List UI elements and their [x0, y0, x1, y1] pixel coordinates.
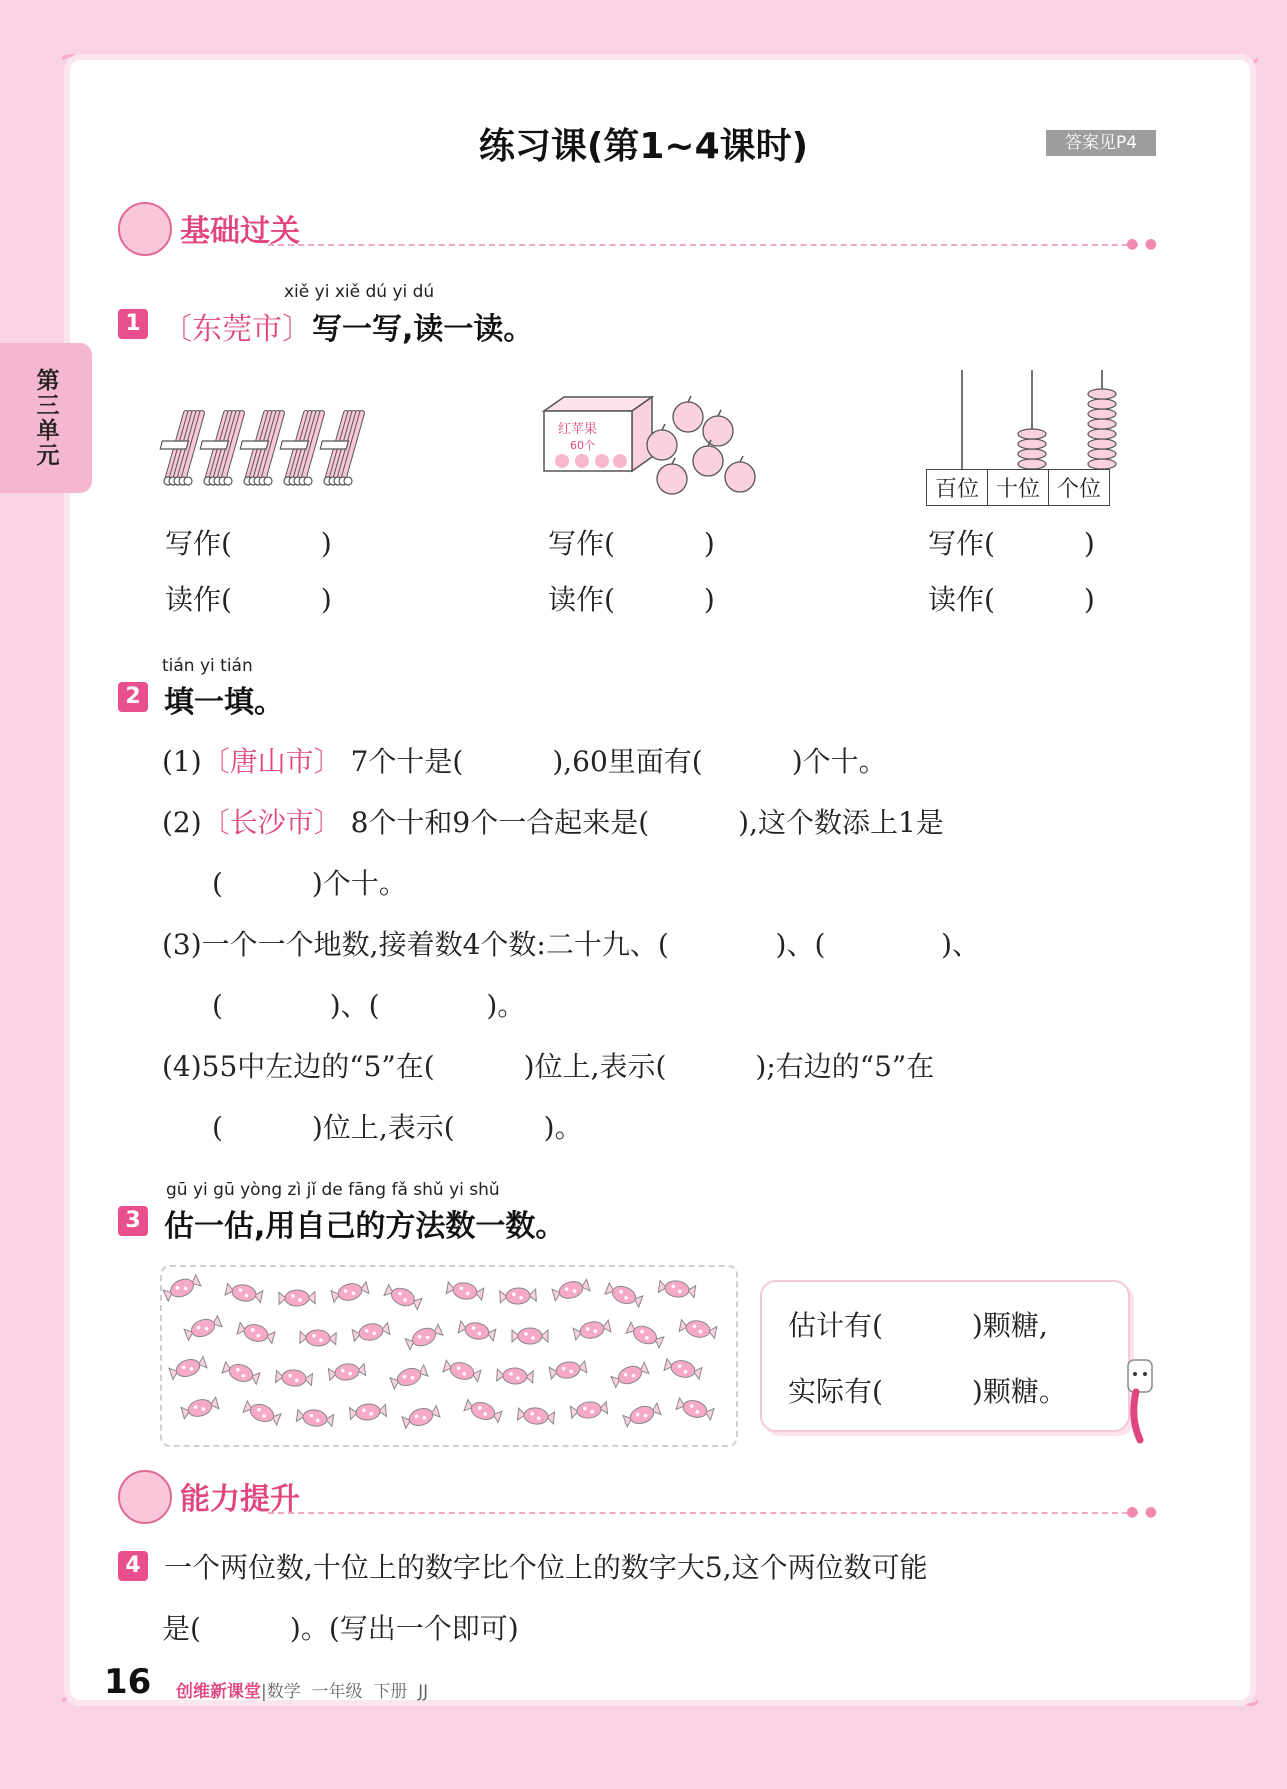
q2-item-region: 〔长沙市〕	[201, 806, 342, 839]
q3-title: 估一估,用自己的方法数一数。	[164, 1209, 566, 1244]
candy-icon	[549, 1359, 587, 1381]
page-title: 练习课(第1~4课时)	[478, 126, 809, 167]
q3-number-badge: 3	[118, 1206, 148, 1236]
candy-icon	[296, 1408, 334, 1429]
section-header-basic	[118, 200, 1158, 256]
candies-illustration	[162, 1267, 736, 1445]
q2-item-2[interactable]	[162, 801, 944, 841]
dots-decoration-icon: ● ●	[1126, 1504, 1158, 1520]
candy-icon	[679, 1318, 717, 1341]
abacus-illustration	[930, 366, 1130, 470]
abacus-bead	[1088, 459, 1116, 469]
q1-region-tag: 〔东莞市〕	[162, 312, 312, 347]
abacus-bead	[1088, 449, 1116, 459]
q2-item-4[interactable]	[162, 1045, 934, 1085]
place-hundreds: 百位	[927, 470, 988, 506]
candy-icon	[551, 1277, 590, 1302]
candy-count-box	[760, 1280, 1130, 1432]
candy-icon	[622, 1401, 661, 1428]
q2-item-3-cont[interactable]	[212, 984, 525, 1024]
stick-bundles-illustration	[158, 405, 378, 490]
q2-item-1[interactable]	[162, 740, 887, 780]
candy-icon	[500, 1287, 537, 1305]
apple-icon	[703, 416, 733, 446]
apple-icon	[647, 430, 677, 460]
candy-icon	[610, 1361, 649, 1390]
abacus-bead	[1088, 389, 1116, 399]
answer-reference-tag: 答案见P4	[1046, 130, 1156, 156]
q1a-write-blank[interactable]: 写作( )	[165, 527, 332, 560]
unit-side-tab: 第三单元	[0, 343, 92, 493]
candy-icon	[446, 1280, 484, 1302]
candy-icon	[458, 1319, 497, 1343]
place-tens: 十位	[988, 470, 1049, 506]
dots-decoration-icon: ● ●	[1126, 236, 1158, 252]
section-label: 能力提升	[180, 1482, 300, 1517]
apple-icon	[657, 464, 687, 494]
q2-pinyin: tián yi tián	[162, 656, 253, 676]
q2-item-prefix: (2)	[162, 806, 202, 839]
candy-icon	[180, 1395, 219, 1420]
toothbrush-mascot-icon	[1118, 1358, 1164, 1444]
q2-item-text: ( )个十。	[212, 867, 407, 900]
candy-icon	[573, 1318, 612, 1342]
candy-icon	[497, 1367, 534, 1385]
footer-book-info	[176, 1677, 428, 1702]
candy-icon	[512, 1328, 548, 1344]
candy-icon	[463, 1398, 502, 1425]
apple-box-illustration	[540, 393, 765, 503]
candy-icon	[389, 1363, 428, 1391]
q1b-write-blank[interactable]: 写作( )	[548, 527, 715, 560]
candy-icon	[604, 1281, 643, 1309]
candy-icon	[168, 1355, 207, 1382]
stick-bundle-icon	[240, 413, 282, 485]
abacus-bead	[1088, 399, 1116, 409]
q2-item-text: 55中左边的“5”在( )位上,表示( );右边的“5”在	[201, 1050, 935, 1083]
candy-icon	[300, 1329, 337, 1346]
abacus-bead	[1018, 429, 1046, 439]
q4-answer-blank[interactable]: 是( )。(写出一个即可)	[162, 1612, 519, 1645]
stick-bundle-icon	[280, 413, 322, 485]
q1c-write-blank[interactable]: 写作( )	[928, 527, 1095, 560]
q1-pinyin: xiě yi xiě dú yi dú	[284, 282, 435, 302]
q2-item-prefix: (4)	[162, 1050, 202, 1083]
mascot-avatar-icon	[118, 1470, 172, 1524]
candy-icon	[279, 1290, 315, 1307]
candy-picture-frame	[160, 1265, 738, 1447]
candy-icon	[401, 1404, 440, 1430]
place-ones: 个位	[1049, 470, 1110, 506]
footer-details: |数学 一年级 下册 JJ	[261, 1682, 429, 1702]
q2-item-prefix: (3)	[162, 928, 202, 961]
candy-icon	[675, 1396, 714, 1422]
abacus-bead	[1018, 459, 1046, 469]
q2-item-prefix: (1)	[162, 745, 202, 778]
dashed-divider	[268, 244, 1138, 246]
stick-bundle-icon	[160, 413, 202, 485]
estimate-blank[interactable]: 估计有( )颗糖,	[788, 1309, 1048, 1342]
apple-icon	[725, 462, 755, 492]
q2-item-4-cont[interactable]	[212, 1106, 583, 1146]
candy-icon	[237, 1321, 276, 1346]
candy-icon	[517, 1406, 554, 1426]
q2-item-3[interactable]	[162, 923, 980, 963]
page-number: 16	[104, 1662, 152, 1702]
mascot-avatar-icon	[118, 202, 172, 256]
apple-box-icon	[544, 397, 652, 471]
dashed-divider	[268, 1512, 1138, 1514]
stick-bundle-icon	[320, 413, 362, 485]
candy-icon	[328, 1362, 366, 1383]
candy-icon	[183, 1314, 222, 1342]
actual-blank[interactable]: 实际有( )颗糖。	[788, 1375, 1067, 1408]
stick-bundle-icon	[200, 413, 242, 485]
q2-item-text: ( )、( )。	[212, 989, 526, 1022]
q1-number-badge: 1	[118, 309, 148, 339]
q3-pinyin: gū yi gū yòng zì jǐ de fāng fǎ shǔ yi shǔ	[166, 1180, 500, 1200]
loose-apples-group	[647, 396, 755, 494]
section-header-advanced	[118, 1468, 1158, 1524]
q1-title-text: 写一写,读一读。	[312, 312, 534, 347]
candy-icon	[225, 1281, 264, 1304]
candy-icon	[442, 1358, 481, 1383]
q4-text-line-1: 一个两位数,十位上的数字比个位上的数字大5,这个两位数可能	[164, 1551, 928, 1584]
candy-icon	[383, 1283, 422, 1312]
q2-item-text: 7个十是( ),60里面有( )个十。	[341, 745, 887, 778]
place-value-table	[926, 469, 1110, 506]
section-label: 基础过关	[180, 214, 300, 249]
candy-icon	[242, 1399, 281, 1427]
abacus-bead	[1088, 409, 1116, 419]
abacus-bead	[1018, 449, 1046, 459]
candy-icon	[162, 1273, 201, 1303]
q2-item-region: 〔唐山市〕	[201, 745, 342, 778]
candy-icon	[349, 1402, 386, 1421]
candy-icon	[221, 1360, 260, 1386]
footer-brand: 创维新课堂	[176, 1682, 261, 1702]
q2-number-badge: 2	[118, 682, 148, 712]
apple-icon	[673, 402, 703, 432]
q1a-read-blank[interactable]: 读作( )	[165, 583, 332, 616]
apple-box-count: 60个	[570, 439, 595, 452]
q2-item-text: 一个一个地数,接着数4个数:二十九、( )、( )、	[201, 928, 981, 961]
q1c-read-blank[interactable]: 读作( )	[928, 583, 1095, 616]
abacus-bead	[1088, 429, 1116, 439]
candy-icon	[352, 1321, 390, 1344]
candy-icon	[664, 1357, 703, 1381]
candy-icon	[275, 1368, 312, 1387]
q2-item-text: 8个十和9个一合起来是( ),这个数添上1是	[341, 806, 944, 839]
apple-icon	[693, 446, 723, 476]
candy-icon	[570, 1400, 608, 1420]
q2-item-text: ( )位上,表示( )。	[212, 1111, 583, 1144]
candy-icon	[658, 1279, 696, 1300]
abacus-bead	[1088, 439, 1116, 449]
q2-item-2-cont[interactable]	[212, 862, 407, 902]
abacus-bead	[1018, 439, 1046, 449]
abacus-bead	[1088, 419, 1116, 429]
apple-box-label: 红苹果	[558, 422, 598, 437]
q2-title: 填一填。	[164, 685, 284, 720]
q1b-read-blank[interactable]: 读作( )	[548, 583, 715, 616]
candy-icon	[331, 1280, 370, 1304]
q1-title	[162, 304, 533, 348]
candy-icon	[625, 1320, 664, 1349]
candy-icon	[404, 1322, 443, 1351]
q4-number-badge: 4	[118, 1551, 148, 1581]
